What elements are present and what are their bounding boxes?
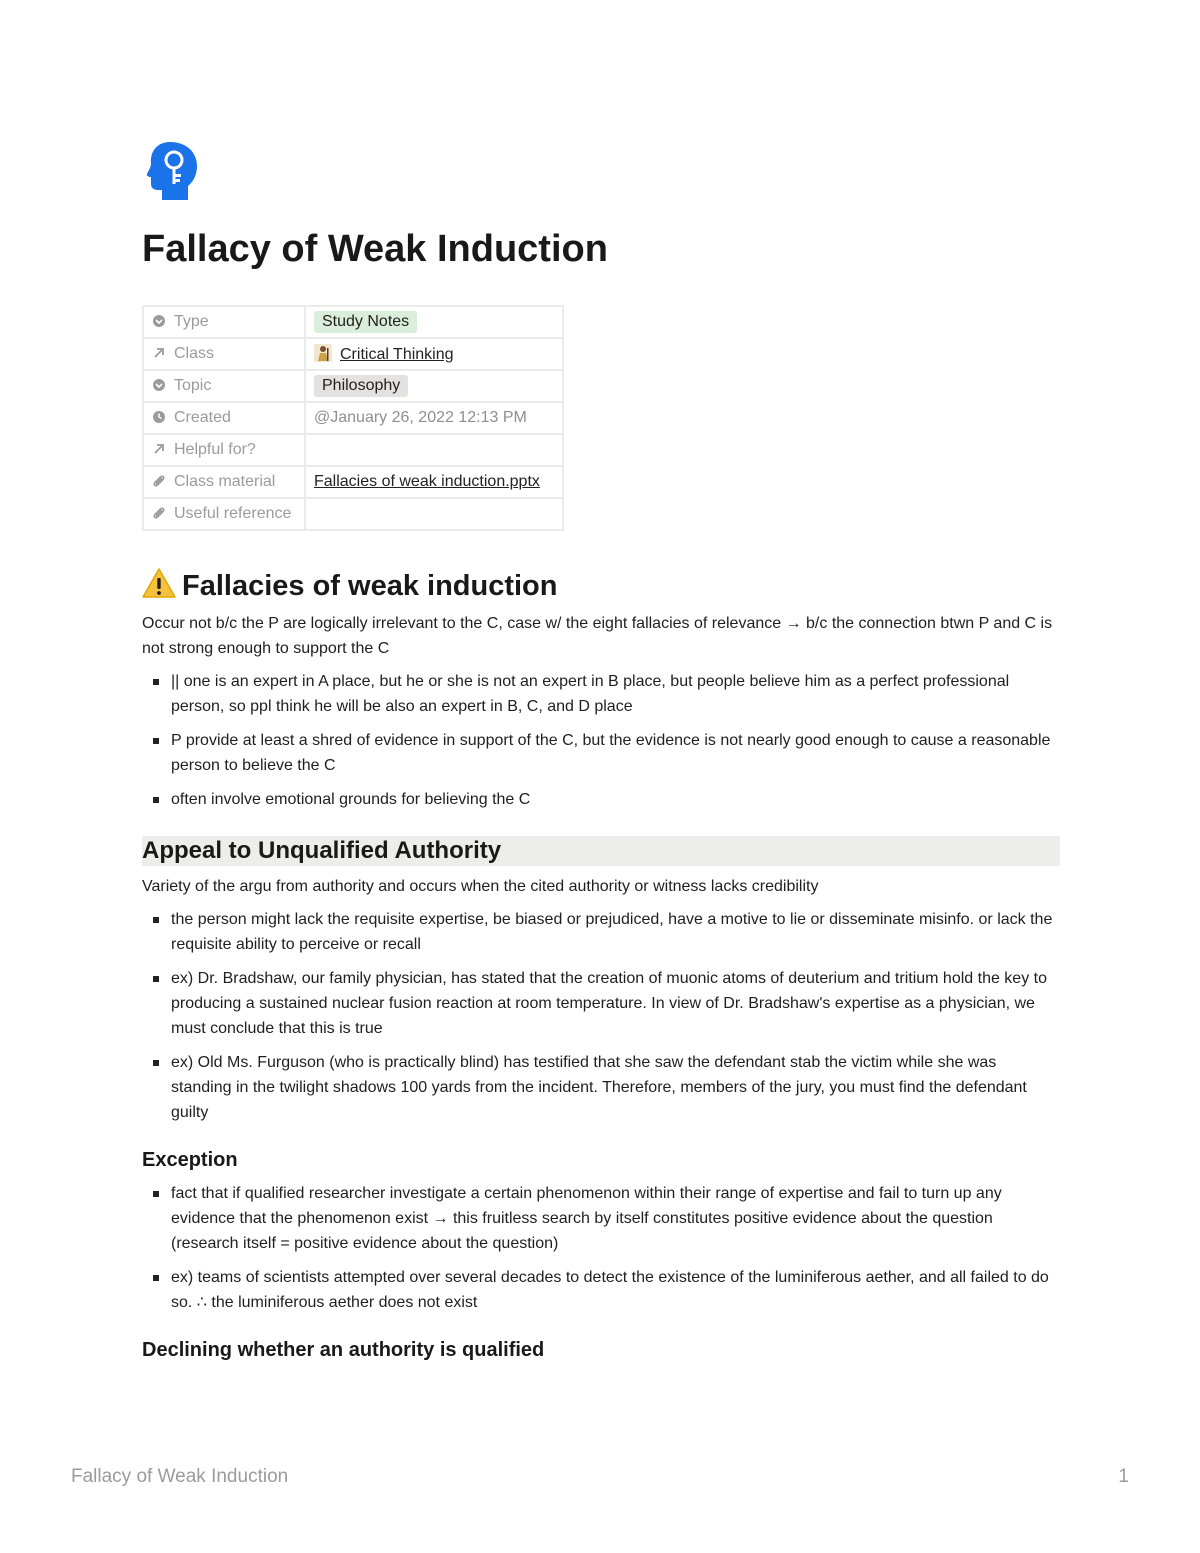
properties-table bbox=[142, 305, 564, 531]
list-item: P provide at least a shred of evidence in support of the C, but the evidence is not nearly good enough to cause a reasonable person to believe the C bbox=[142, 728, 1060, 778]
property-row-type[interactable] bbox=[143, 306, 563, 338]
class-material-file-link[interactable]: Fallacies of weak induction.pptx bbox=[314, 473, 540, 490]
list-item: often involve emotional grounds for believing the C bbox=[142, 787, 1060, 812]
sage-figure-icon bbox=[314, 344, 332, 362]
list-item: the person might lack the requisite expertise, be biased or prejudiced, have a motive to lie or disseminate misinfo. or lack the requisite ability to perceive or recall bbox=[142, 907, 1060, 957]
paperclip-icon bbox=[152, 474, 166, 488]
property-key: Class material bbox=[174, 473, 276, 490]
relation-arrow-icon bbox=[152, 346, 166, 360]
select-icon bbox=[152, 314, 166, 328]
select-icon bbox=[152, 378, 166, 392]
property-row-useful-reference[interactable] bbox=[143, 498, 563, 530]
property-row-class[interactable] bbox=[143, 338, 563, 370]
section2-intro: Variety of the argu from authority and occurs when the cited authority or witness lacks credibility bbox=[142, 878, 819, 895]
property-row-class-material[interactable] bbox=[143, 466, 563, 498]
section2-bullets bbox=[142, 907, 1060, 1125]
footer-title: Fallacy of Weak Induction bbox=[71, 1466, 289, 1487]
created-date: @January 26, 2022 12:13 PM bbox=[305, 402, 563, 434]
list-item: ex) teams of scientists attempted over several decades to detect the existence of the luminiferous aether, and all failed to do so. ∴ the luminiferous aether does not exist bbox=[142, 1265, 1060, 1315]
tag-philosophy[interactable]: Philosophy bbox=[314, 375, 408, 397]
helpful-for-value[interactable] bbox=[305, 434, 563, 466]
document-page bbox=[142, 140, 1060, 1363]
property-key: Topic bbox=[174, 377, 212, 394]
paperclip-icon bbox=[152, 506, 166, 520]
property-key: Created bbox=[174, 409, 231, 426]
useful-reference-value[interactable] bbox=[305, 498, 563, 530]
page-title: Fallacy of Weak Induction bbox=[142, 228, 608, 270]
relation-arrow-icon bbox=[152, 442, 166, 456]
list-item: ex) Old Ms. Furguson (who is practically blind) has testified that she saw the defendant stab the victim while she was standing in the twilight shadows 100 yards from the incident. Therefore, members of the jury, you must find the defendant guilty bbox=[142, 1050, 1060, 1125]
property-key: Type bbox=[174, 313, 209, 330]
property-row-topic[interactable] bbox=[143, 370, 563, 402]
property-row-created[interactable] bbox=[143, 402, 563, 434]
property-key: Class bbox=[174, 345, 215, 362]
list-item: || one is an expert in A place, but he or she is not an expert in B place, but people believe him as a perfect professional person, so ppl think he will be also an expert in B, C, and D place bbox=[142, 669, 1060, 719]
property-key: Useful reference bbox=[174, 505, 292, 522]
list-item: fact that if qualified researcher investigate a certain phenomenon within their range of expertise and fail to turn up any evidence that the phenomenon exist → this fruitless search by itself constitutes positive evidence about the question (research itself = positive evidence about the question) bbox=[142, 1181, 1060, 1256]
section-heading-unqualified-authority: Appeal to Unqualified Authority bbox=[142, 836, 1060, 866]
subheading-exception: Exception bbox=[142, 1149, 238, 1171]
exception-bullets bbox=[142, 1181, 1060, 1315]
head-key-icon bbox=[146, 140, 198, 202]
property-key: Helpful for? bbox=[174, 441, 256, 458]
subheading-declining: Declining whether an authority is qualified bbox=[142, 1339, 545, 1361]
class-link[interactable]: Critical Thinking bbox=[340, 346, 454, 363]
tag-study-notes[interactable]: Study Notes bbox=[314, 311, 417, 333]
list-item: ex) Dr. Bradshaw, our family physician, has stated that the creation of muonic atoms of deuterium and tritium hold the key to producing a sustained nuclear fusion reaction at room temperature. In view of Dr. Bradshaw's expertise as a physician, we must conclude that this is true bbox=[142, 966, 1060, 1041]
warning-icon bbox=[142, 567, 176, 599]
clock-icon bbox=[152, 410, 166, 424]
section1-bullets bbox=[142, 669, 1060, 812]
section-heading-fallacies: Fallacies of weak induction bbox=[142, 567, 1060, 603]
property-row-helpful-for[interactable] bbox=[143, 434, 563, 466]
section1-intro: Occur not b/c the P are logically irrelevant to the C, case w/ the eight fallacies of relevance → b/c the connection btwn P and C is not strong enough to support the C bbox=[142, 615, 1053, 657]
footer-page-number: 1 bbox=[1118, 1466, 1129, 1487]
